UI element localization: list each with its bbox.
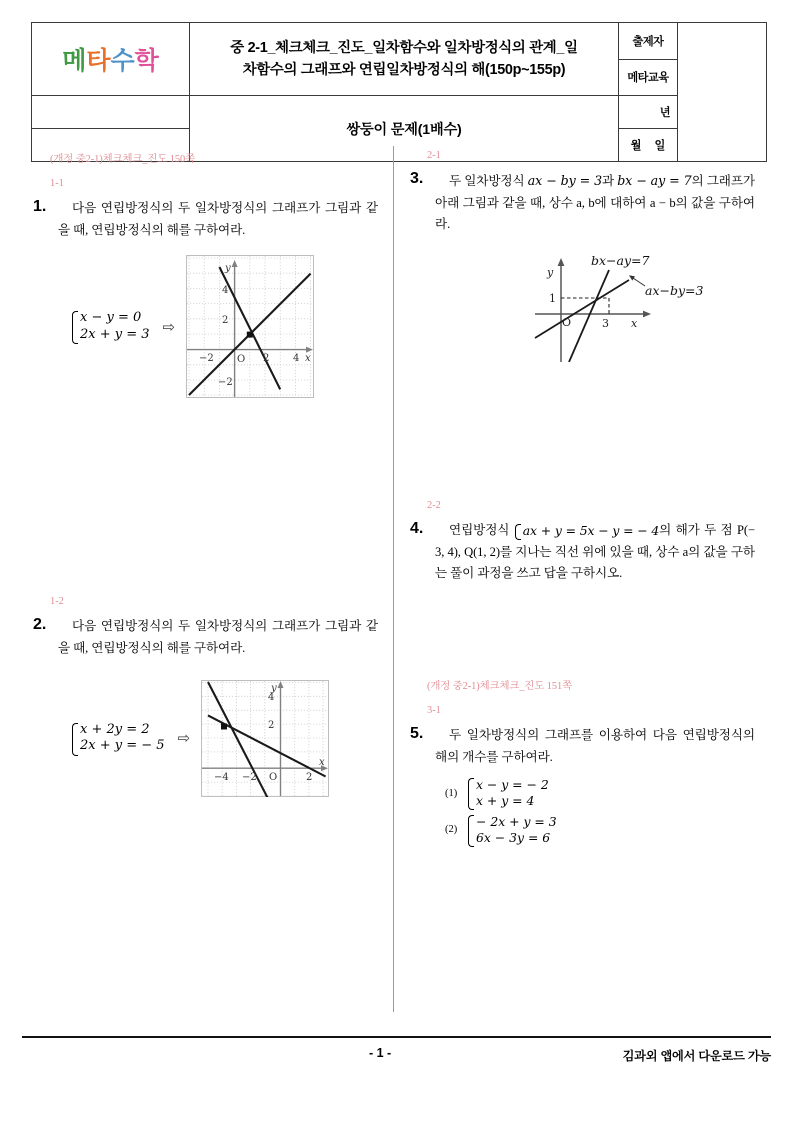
figure-2-svg bbox=[201, 680, 329, 797]
author-value: 메타교육 bbox=[619, 59, 678, 96]
year-label: 년 bbox=[619, 96, 678, 129]
problem-3-tail: 의 그래프가 아래 그림과 같을 때, 상수 a, b에 대하여 a − b의 값을 구하여라. bbox=[435, 174, 755, 232]
worksheet-title bbox=[190, 23, 619, 96]
right-column bbox=[410, 150, 755, 851]
svg-text:4: 4 bbox=[222, 285, 229, 297]
problem-5-body: 두 일차방정식의 그래프를 이용하여 다음 연립방정식의 해의 개수를 구하여라. bbox=[435, 727, 755, 764]
svg-text:2: 2 bbox=[268, 719, 275, 731]
problem-5-sub1-eq-2: x + y = 4 bbox=[476, 793, 535, 809]
problem-2-text bbox=[58, 616, 378, 659]
problem-5-sub1-eq-1: x − y = − 2 bbox=[476, 777, 549, 793]
problem-3 bbox=[410, 170, 755, 362]
problem-4-tail: 의 해가 두 점 P(− 3, 4), Q(1, 2)를 지나는 직선 위에 있을 때, 상수 a의 값을 구하는 풀이 과정을 쓰고 답을 구하시오. bbox=[435, 522, 755, 581]
problem-1 bbox=[33, 198, 378, 398]
svg-text:bx−ay=7: bx−ay=7 bbox=[591, 252, 650, 268]
right-source-ref: (개정 중2-1)체크체크_진도 151쪽 bbox=[427, 680, 573, 692]
problem-1-eq-1: x − y = 0 bbox=[80, 310, 142, 326]
page-number: - 1 - bbox=[369, 1046, 392, 1060]
problem-5 bbox=[410, 725, 755, 846]
svg-text:y: y bbox=[547, 265, 554, 279]
problem-tag-1-1: 1-1 bbox=[50, 178, 64, 189]
problem-1-figure-row bbox=[58, 255, 378, 398]
author-label: 출제자 bbox=[619, 23, 678, 60]
logo-char-2: 타 bbox=[86, 45, 111, 75]
problem-1-system bbox=[71, 310, 150, 343]
monthday-label: 월 일 bbox=[619, 129, 678, 162]
problem-5-subitem-2-label: (2) bbox=[445, 824, 458, 836]
svg-text:−2: −2 bbox=[199, 353, 214, 365]
problem-1-body: 다음 연립방정식의 두 일차방정식의 그래프가 그림과 같을 때, 연립방정식의 해를 구하여라. bbox=[58, 201, 378, 237]
page-footer bbox=[22, 1046, 771, 1070]
problem-1-number: 1. bbox=[33, 198, 47, 215]
problem-1-text bbox=[58, 198, 378, 241]
svg-text:y: y bbox=[271, 682, 277, 694]
problem-5-subitem-1-label: (1) bbox=[445, 787, 458, 799]
implies-arrow-icon: ⇨ bbox=[162, 317, 176, 336]
column-divider bbox=[393, 146, 394, 1012]
problem-tag-2-1: 2-1 bbox=[427, 150, 441, 161]
problem-4-eq-1: ax + y = 5 bbox=[522, 523, 588, 539]
problem-2-figure-row bbox=[58, 680, 378, 797]
svg-text:O: O bbox=[237, 354, 246, 366]
worksheet-subtitle: 쌍둥이 문제(1배수) bbox=[190, 96, 619, 162]
problem-4 bbox=[410, 520, 755, 585]
svg-text:x: x bbox=[305, 353, 311, 365]
logo-char-1: 메 bbox=[62, 45, 87, 75]
svg-text:3: 3 bbox=[602, 316, 609, 330]
problem-4-eq-2: x − y = − 4 bbox=[587, 523, 660, 539]
svg-text:O: O bbox=[562, 315, 572, 329]
svg-text:−2: −2 bbox=[242, 771, 257, 783]
problem-4-system bbox=[514, 523, 659, 539]
problem-4-number: 4. bbox=[410, 519, 424, 537]
svg-text:x: x bbox=[319, 756, 325, 768]
problem-5-text bbox=[435, 725, 755, 768]
download-credit: 김과외 앱에서 다운로드 가능 bbox=[622, 1049, 771, 1063]
stamp-cell bbox=[678, 23, 767, 162]
left-column bbox=[33, 150, 378, 797]
problem-5-subitem-1 bbox=[445, 777, 755, 809]
figure-3-svg bbox=[533, 250, 733, 362]
meta-math-logo bbox=[62, 45, 159, 73]
problem-4-lead: 연립방정식 bbox=[449, 522, 514, 537]
problem-3-number: 3. bbox=[410, 170, 424, 187]
title-line-2: 차함수의 그래프와 연립일차방정식의 해(150p~155p) bbox=[242, 62, 566, 78]
figure-2 bbox=[201, 680, 329, 797]
problem-3-eq-b: bx − ay = 7 bbox=[617, 173, 692, 188]
problem-5-number: 5. bbox=[410, 724, 424, 742]
problem-2-eq-1: x + 2y = 2 bbox=[80, 721, 150, 737]
problem-5-subitem-2-system bbox=[467, 814, 557, 846]
svg-text:x: x bbox=[631, 316, 638, 330]
problem-tag-2-2: 2-2 bbox=[427, 499, 441, 511]
problem-2-body: 다음 연립방정식의 두 일차방정식의 그래프가 그림과 같을 때, 연립방정식의 해를 구하여라. bbox=[58, 619, 378, 655]
logo-char-3: 수 bbox=[110, 45, 135, 75]
problem-2-eq-2: 2x + y = − 5 bbox=[80, 738, 165, 754]
footer-rule bbox=[22, 1036, 771, 1038]
figure-1 bbox=[186, 255, 314, 398]
problem-2-system bbox=[71, 722, 165, 755]
title-line-1: 중 2-1_체크체크_진도_일차함수와 일차방정식의 관계_일 bbox=[230, 39, 578, 56]
problem-4-text bbox=[435, 520, 755, 585]
logo-char-4: 학 bbox=[134, 45, 159, 75]
figure-3 bbox=[533, 250, 755, 362]
svg-text:2: 2 bbox=[306, 771, 313, 783]
svg-text:O: O bbox=[269, 771, 278, 783]
svg-text:2: 2 bbox=[222, 315, 229, 327]
problem-tag-1-2: 1-2 bbox=[50, 596, 64, 608]
svg-text:2: 2 bbox=[263, 353, 270, 365]
svg-text:ax−by=3: ax−by=3 bbox=[645, 282, 704, 298]
logo-cell bbox=[32, 23, 190, 96]
problem-2-number: 2. bbox=[33, 616, 47, 634]
left-source-ref: (개정 중2-1)체크체크_진도 150쪽 bbox=[50, 154, 196, 165]
svg-text:−4: −4 bbox=[214, 771, 229, 783]
problem-5-sub2-eq-1: − 2x + y = 3 bbox=[476, 814, 557, 829]
svg-text:4: 4 bbox=[293, 353, 300, 365]
svg-text:4: 4 bbox=[268, 691, 275, 703]
problem-5-subitem-2 bbox=[445, 814, 755, 846]
svg-text:y: y bbox=[225, 263, 231, 275]
problem-5-subitem-1-system bbox=[467, 777, 549, 809]
problem-3-eq-a: ax − by = 3 bbox=[527, 173, 602, 188]
implies-arrow-icon-2: ⇨ bbox=[177, 729, 191, 748]
problem-2 bbox=[33, 616, 378, 796]
logo-cell-spacer bbox=[32, 96, 190, 129]
problem-5-subitems bbox=[435, 777, 755, 846]
figure-1-svg bbox=[186, 255, 314, 398]
svg-text:−2: −2 bbox=[218, 377, 233, 389]
problem-tag-3-1: 3-1 bbox=[427, 704, 441, 716]
problem-3-lead: 두 일차방정식 bbox=[449, 174, 528, 188]
problem-1-eq-2: 2x + y = 3 bbox=[80, 326, 150, 342]
problem-3-mid: 과 bbox=[601, 174, 618, 188]
header-table bbox=[31, 22, 767, 162]
svg-text:1: 1 bbox=[549, 291, 556, 305]
problem-3-text bbox=[435, 170, 755, 236]
problem-5-sub2-eq-2: 6x − 3y = 6 bbox=[476, 829, 551, 845]
